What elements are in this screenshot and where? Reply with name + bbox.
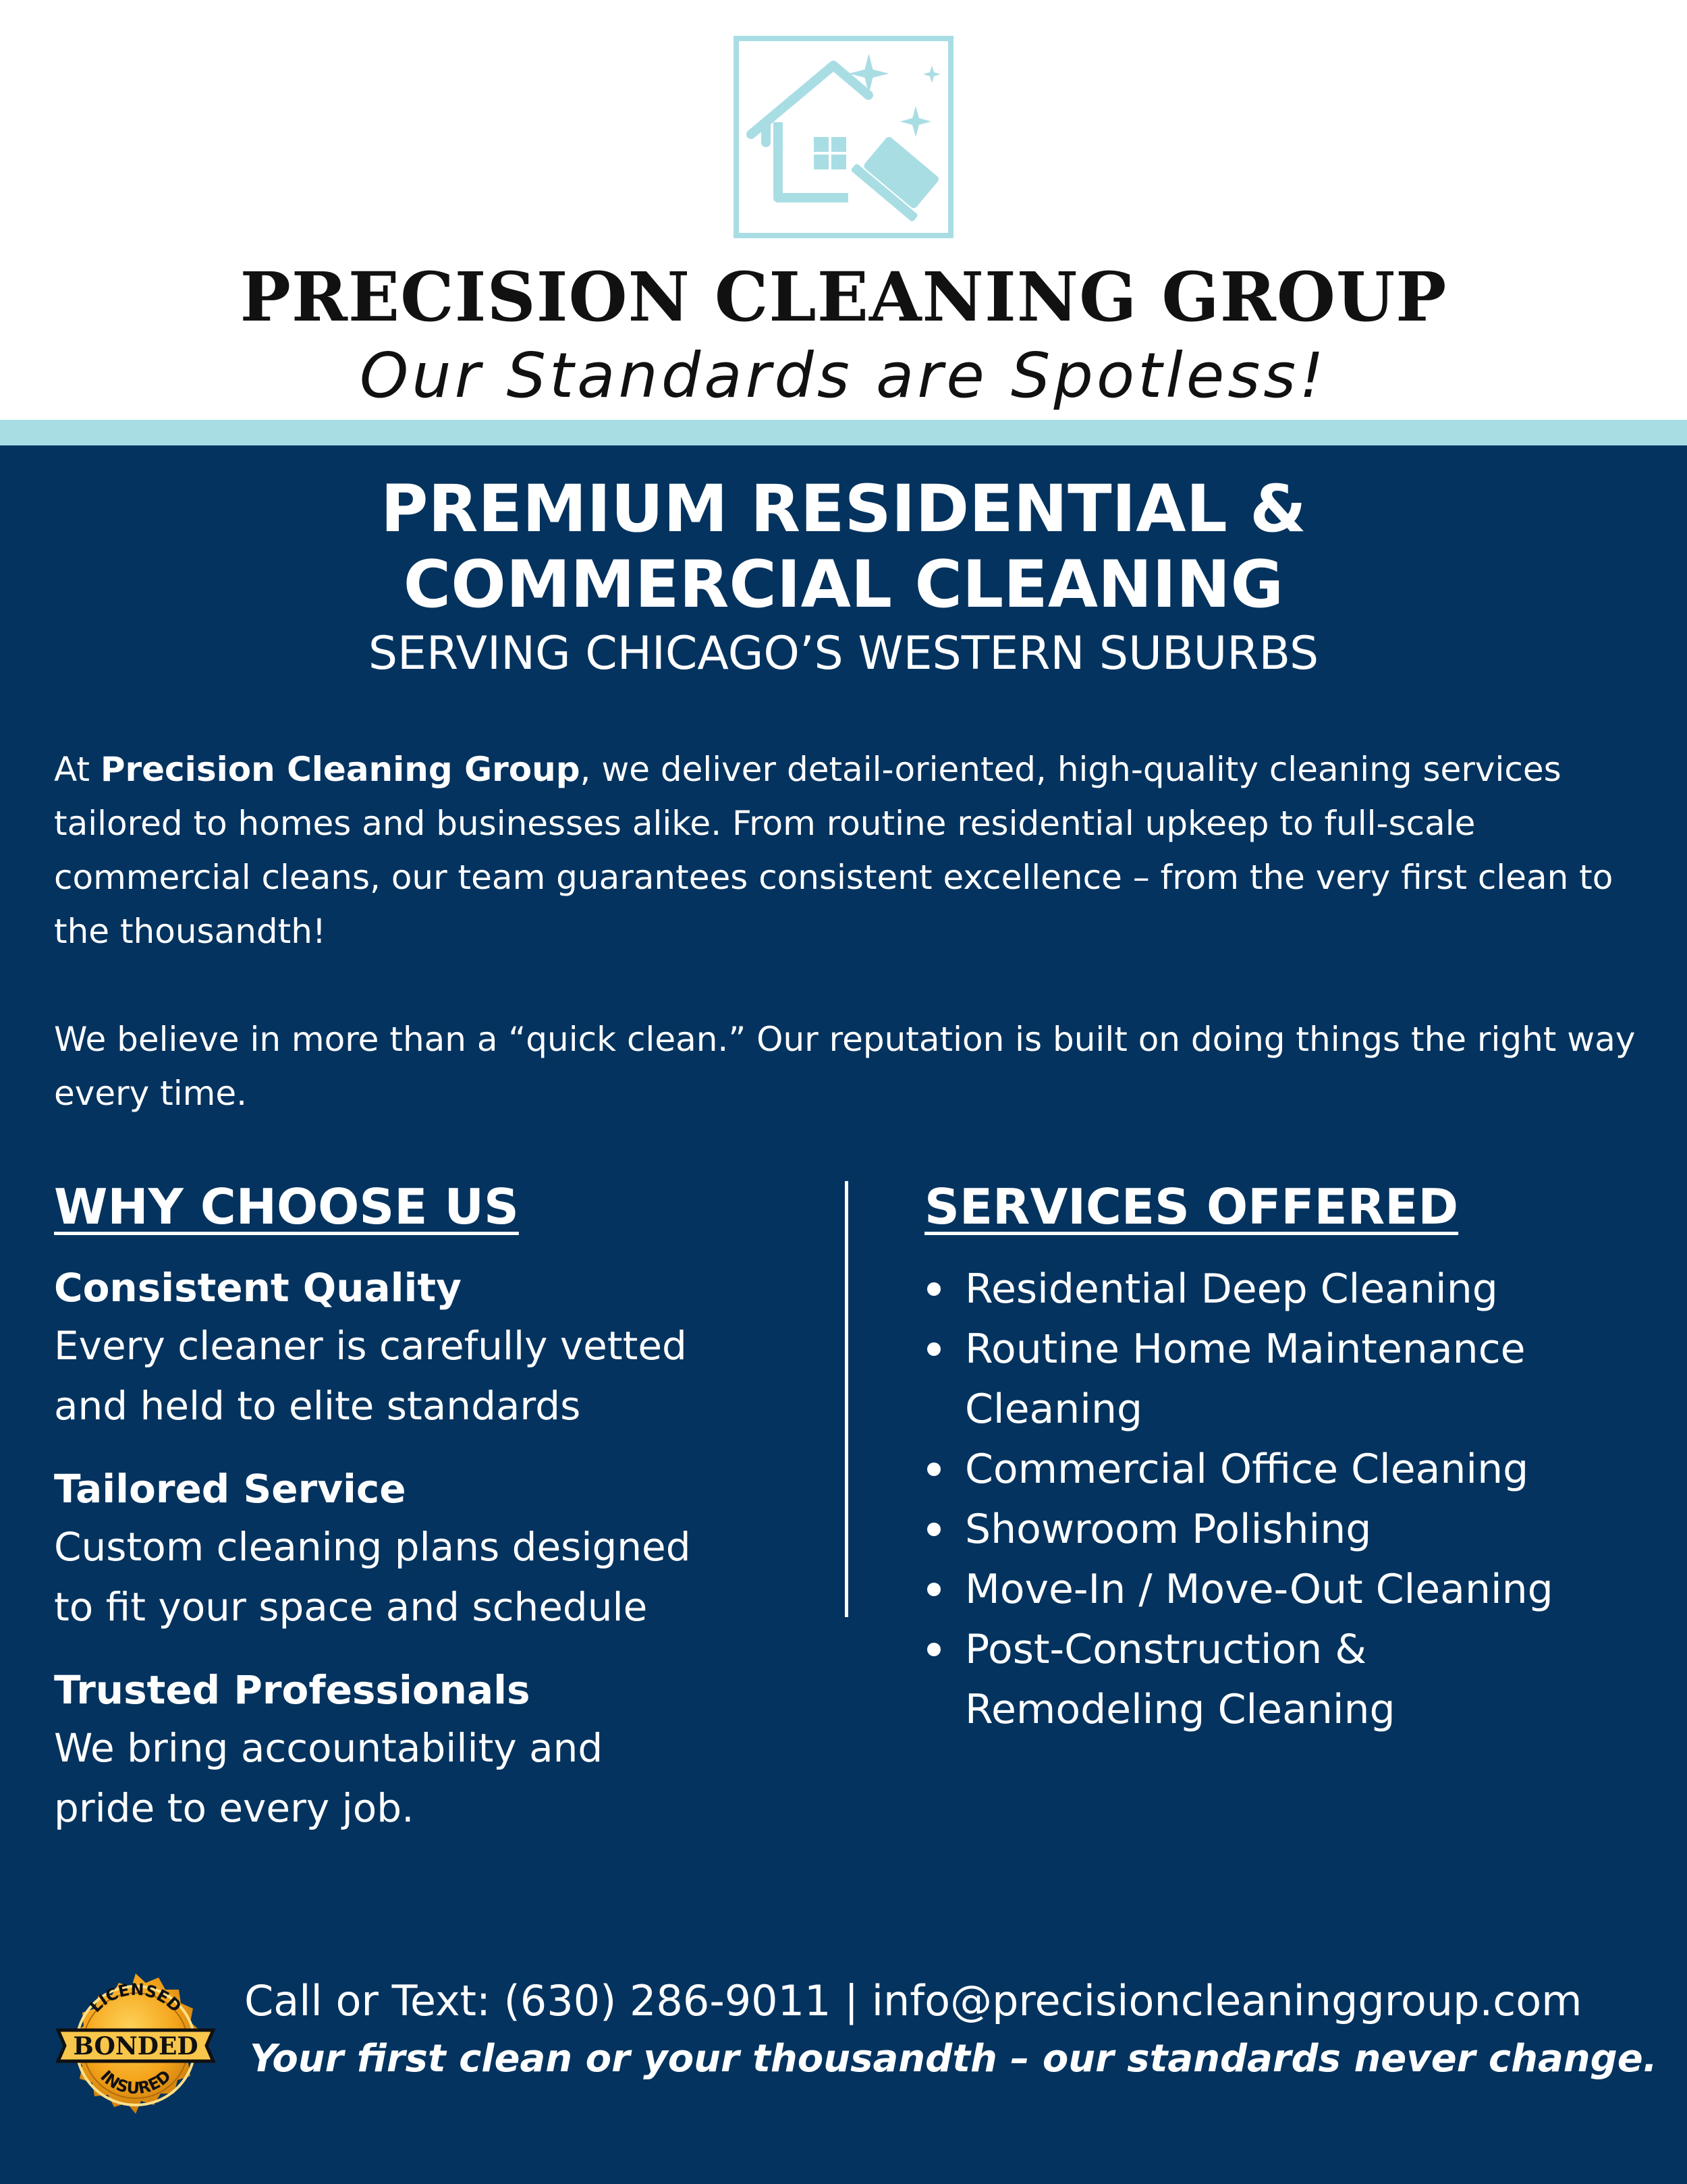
- service-item: [924, 1440, 1667, 1500]
- why-item: [54, 1259, 810, 1436]
- bullet-icon: [927, 1523, 941, 1536]
- why-item-text-line: and held to elite standards: [54, 1383, 581, 1429]
- why-choose-us-heading: WHY CHOOSE US: [54, 1178, 519, 1235]
- service-item-line: Post-Construction &: [965, 1626, 1367, 1673]
- bullet-icon: [927, 1643, 941, 1656]
- closing-tagline: Your first clean or your thousandth – our standards never change.: [250, 2037, 1657, 2081]
- why-item-text-line: to fit your space and schedule: [54, 1584, 648, 1630]
- service-item-line: Cleaning: [965, 1386, 1143, 1433]
- service-item-line: Routine Home Maintenance: [965, 1326, 1526, 1373]
- headline-line-2: COMMERCIAL CLEANING: [403, 547, 1284, 622]
- why-item-text-line: Every cleaner is carefully vetted: [54, 1323, 687, 1369]
- service-item: [924, 1620, 1667, 1740]
- brand-name: PRECISION CLEANING GROUP: [240, 257, 1447, 337]
- licensed-bonded-insured-badge-icon: [54, 1964, 217, 2127]
- why-item: [54, 1460, 810, 1637]
- service-item: [924, 1560, 1667, 1620]
- why-item-text-line: Custom cleaning plans designed: [54, 1524, 691, 1570]
- why-item-title: Consistent Quality: [54, 1265, 462, 1311]
- service-item-line: Move-In / Move-Out Cleaning: [965, 1566, 1553, 1613]
- why-choose-us-section: [54, 1174, 810, 1838]
- service-item-line: Showroom Polishing: [965, 1506, 1372, 1553]
- service-item: [924, 1319, 1667, 1440]
- service-item: [924, 1500, 1667, 1560]
- bullet-icon: [927, 1282, 941, 1296]
- header: [0, 0, 1687, 420]
- intro-company-name: Precision Cleaning Group: [100, 750, 580, 789]
- subhead: SERVING CHICAGO’S WESTERN SUBURBS: [368, 627, 1319, 680]
- service-item: [924, 1259, 1667, 1319]
- accent-stripe: [0, 420, 1687, 445]
- headline: [0, 471, 1687, 622]
- contact-info: Call or Text: (630) 286-9011 | info@precisioncleaninggroup.com: [244, 1976, 1582, 2025]
- main-panel: [0, 445, 1687, 2184]
- why-item-title: Tailored Service: [54, 1466, 406, 1512]
- services-heading: SERVICES OFFERED: [924, 1178, 1459, 1235]
- intro-paragraph-1: [54, 742, 1647, 958]
- column-divider: [845, 1181, 848, 1617]
- intro-paragraph-2: We believe in more than a “quick clean.” Our reputation is built on doing things the right way every time.: [54, 1020, 1636, 1113]
- service-item-line: Commercial Office Cleaning: [965, 1446, 1529, 1493]
- bullet-icon: [927, 1342, 941, 1356]
- intro-text: [54, 742, 1647, 1120]
- badge-text-top: LICENSED: [86, 1980, 186, 2017]
- intro-body: , we deliver detail-oriented, high-quality cleaning services tailored to homes and businesses alike. From routine residential upkeep to full-scale commercial cleans, our team guarantees consistent excellence – from the very first clean to the thousandth!: [54, 750, 1613, 951]
- why-item-text-line: We bring accountability and: [54, 1725, 603, 1771]
- service-item-line: Residential Deep Cleaning: [965, 1265, 1498, 1313]
- badge-text-bottom: INSURED: [96, 2066, 175, 2098]
- badge-text-middle: BONDED: [73, 2032, 198, 2060]
- why-item: [54, 1662, 810, 1838]
- bullet-icon: [927, 1463, 941, 1476]
- bullet-icon: [927, 1583, 941, 1596]
- service-item-line: Remodeling Cleaning: [965, 1686, 1395, 1733]
- intro-prefix: At: [54, 750, 101, 789]
- headline-line-1: PREMIUM RESIDENTIAL &: [381, 471, 1306, 547]
- brand-tagline: Our Standards are Spotless!: [359, 339, 1328, 412]
- house-squeegee-sparkle-icon: [734, 36, 953, 238]
- why-item-title: Trusted Professionals: [54, 1667, 530, 1713]
- why-item-text-line: pride to every job.: [54, 1785, 414, 1831]
- services-section: [924, 1174, 1667, 1740]
- services-list: [924, 1259, 1667, 1740]
